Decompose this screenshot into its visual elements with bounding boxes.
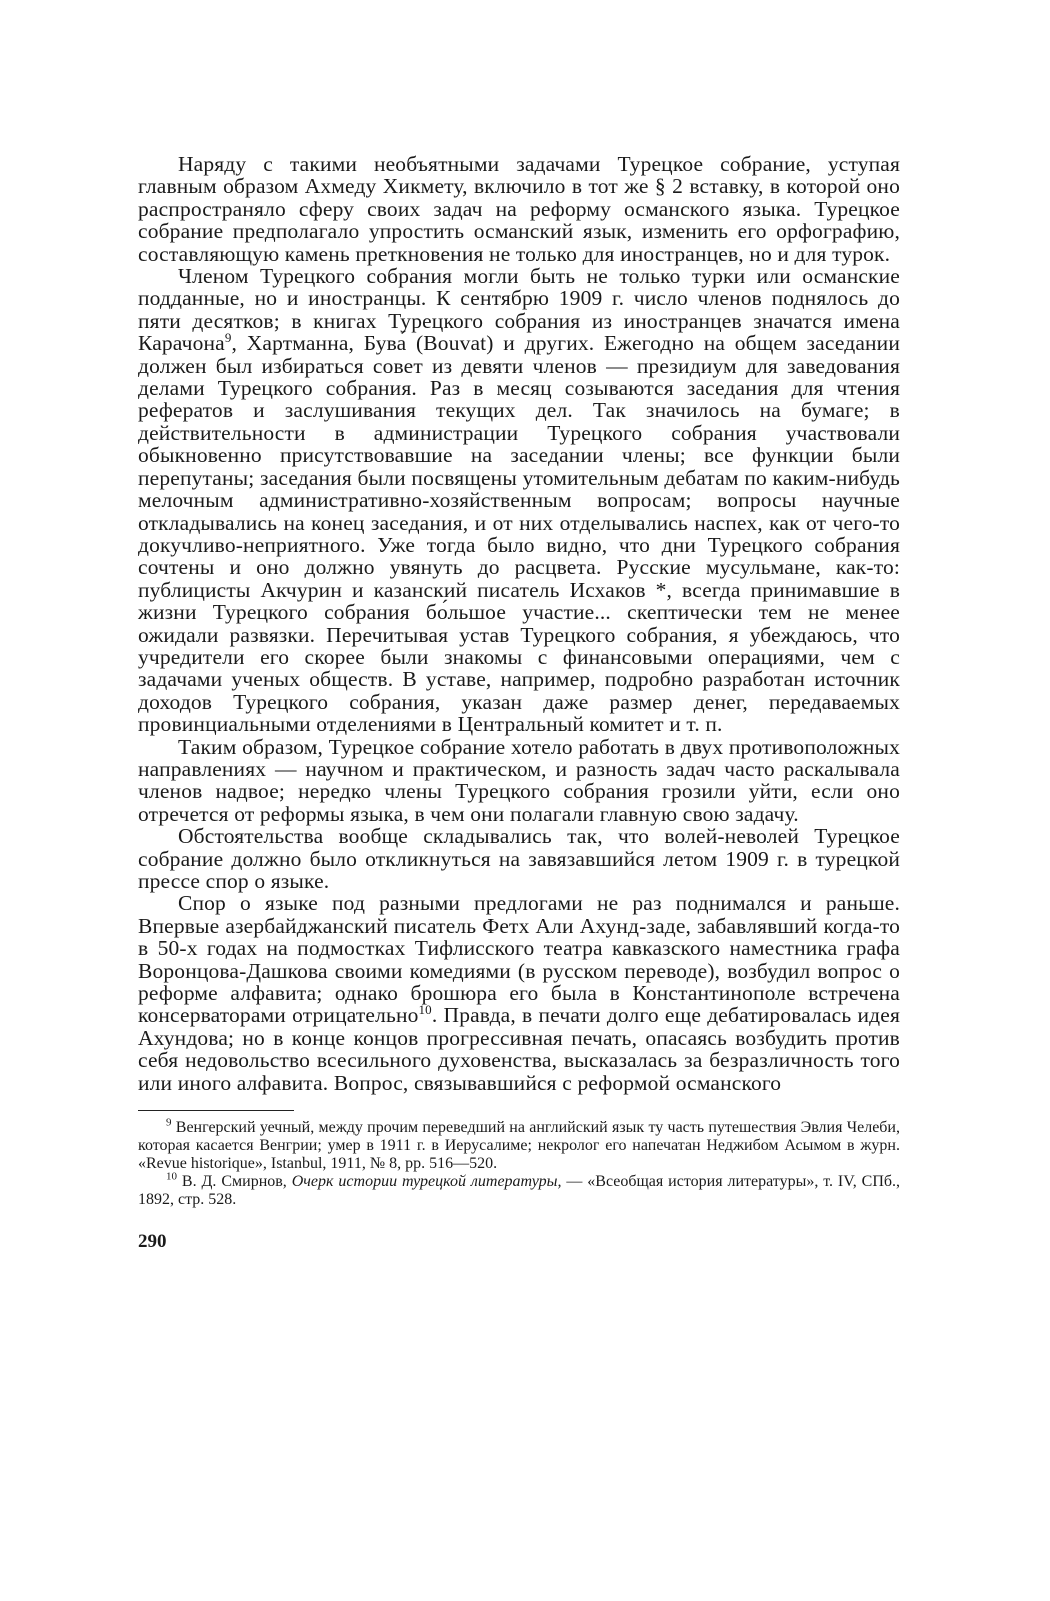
paragraph-2-text-a: Членом Турецкого собрания могли быть не только турки или османские подданные, но и иностранцы. К сентябрю 1909 г. число членов поднялось до пяти десятков; в книгах Турецкого собрания из иностранцев значатся имена Карачона (138, 264, 900, 356)
footnote-10-text-b: — «Всеобщая история литературы», т. IV, СПб., 1892, стр. 528. (138, 1173, 901, 1209)
footnote-10-mark: 10 (166, 1170, 177, 1183)
paragraph-2-text-b: , Хартманна, Бува́ (Bouvat) и других. Ежегодно на общем заседании должен был избираться совет из девяти членов — президиум для заведования делами Турецкого собрания. Раз в месяц созываются заседания для чтения рефератов и заслушивания текущих дел. Так значилось на бумаге; в действительности в администрации Турецкого собрания участвовали обыкновенно присутствовавшие на заседании члены; все функции были перепутаны; заседания были посвящены утомительным дебатам по каким-нибудь мелочным административно-хозяйственным вопросам; вопросы научные откладывались на конец заседания, и от них отделывались наспех, как от чего-то докучливо-неприятного. Уже тогда было видно, что дни Турецкого собрания сочтены и оно должно увянуть до расцвета. Русские мусульмане, как-то: публицисты Акчурин и казанский писатель Исхаков *, всегда принимавшие в жизни Турецкого собрания бо́льшое участие... скептически тем не менее ожидали развязки. Перечитывая устав Турецкого собрания, я убеждаюсь, что учредители его скорее были знакомы с финансовыми операциями, чем с задачами ученых обществ. В уставе, например, подробно разработан источник доходов Турецкого собрания, указан даже размер денег, передаваемых провинциальными отделениями в Центральный комитет и т. п. (138, 331, 900, 737)
paragraph-2 (138, 265, 900, 736)
footnote-9-mark: 9 (166, 1116, 172, 1129)
footnote-9 (138, 1116, 900, 1173)
footnote-10 (138, 1170, 901, 1209)
footnote-9-text: Венгерский уечный, между прочим переведший на английский язык ту часть путешествия Эвлия Челеби, которая касается Венгрии; умер в 1911 г. в Иерусалиме; некролог его напечатан Неджибом Асымом в журн. «Revue historique», Istanbul, 1911, № 8, pp. 516—520. (138, 1119, 900, 1173)
footnote-10-title: Очерк истории турецкой литературы, (291, 1173, 562, 1191)
footnote-ref-10: 10 (418, 1002, 432, 1018)
paragraph-5-text-b: . Правда, в печати долго еще дебатировалась идея Ахундова; но в конце концов прогрессивная печать, опасаясь возбудить против себя недовольство всесильного духовенства, высказалась за безразличность того или иного алфавита. Вопрос, связывавшийся с реформой османского (138, 1003, 900, 1095)
footnote-10-text-a: В. Д. Смирнов, (181, 1173, 292, 1191)
page-content (138, 153, 900, 1253)
paragraph-5-text-a: Спор о языке под разными предлогами не раз поднимался и раньше. Впервые азербайджанский писатель Фетх Али Ахунд-заде, забавлявший когда-то в 50-х годах на подмостках Тифлисского театра кавказского наместника графа Воронцова-Дашкова своими комедиями (в русском переводе), возбудил вопрос о реформе алфавита; однако брошюра его была в Константинополе встречена консерваторами отрицательно (138, 891, 900, 1028)
footnote-ref-9: 9 (224, 330, 232, 346)
footnote-divider (138, 1110, 294, 1111)
paragraph-5 (138, 892, 900, 1094)
paragraph-3: Таким образом, Турецкое собрание хотело работать в двух противоположных направлениях — научном и практическом, и разность задач часто раскалывала членов надвое; нередко члены Турецкого собрания грозили уйти, если оно отречется от реформы языка, в чем они полагали главную свою задачу. (138, 734, 900, 826)
paragraph-4: Обстоятельства вообще складывались так, что волей-неволей Турецкое собрание должно было откликнуться на завязавшийся летом 1909 г. в турецкой прессе спор о языке. (138, 824, 900, 893)
page-number: 290 (138, 1231, 167, 1253)
paragraph-1: Наряду с такими необъятными задачами Турецкое собрание, уступая главным образом Ахмеду Хикмету, включило в тот же § 2 вставку, в которой оно распространяло сферу своих задач на реформу османского языка. Турецкое собрание предполагало упростить османский язык, изменить его орфографию, составляющую камень преткновения не только для иностранцев, но и для турок. (138, 152, 900, 266)
